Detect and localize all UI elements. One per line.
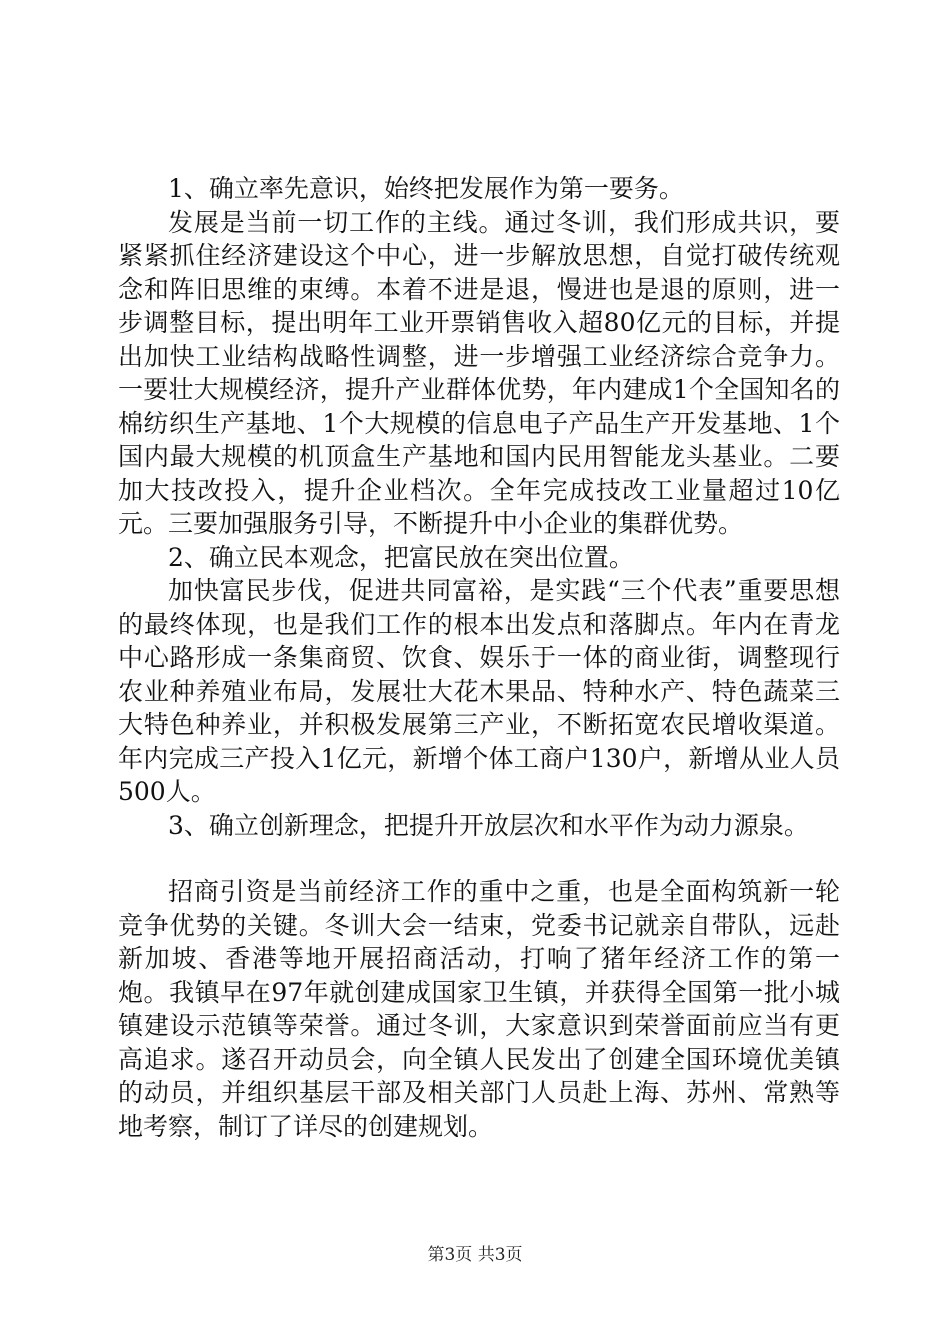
page-footer: 第3页 共3页 [427,1245,523,1265]
section-3-heading: 3、确立创新理念，把提升开放层次和水平作为动力源泉。 [168,810,809,840]
section-2-heading: 2、确立民本观念，把富民放在突出位置。 [168,542,634,572]
section-3-paragraph: 招商引资是当前经济工作的重中之重，也是全面构筑新一轮竞争优势的关键。冬训大会一结束，党委书记就亲自带队，远赴新加坡、香港等地开展招商活动，打响了猪年经济工作的第一炮。我镇早在97年就创建成国家卫生镇，并获得全国第一批小城镇建设示范镇等荣誉。通过冬训，大家意识到荣誉面前应当有更高追求。遂召开动员会，向全镇人民发出了创建全国环境优美镇的动员，并组织基层干部及相关部门人员赴上海、苏州、常熟等地考察，制订了详尽的创建规划。 [118,877,840,1141]
section-2-paragraph: 加快富民步伐，促进共同富裕，是实践“三个代表”重要思想的最终体现，也是我们工作的根本出发点和落脚点。年内在青龙中心路形成一条集商贸、饮食、娱乐于一体的商业街，调整现行农业种养殖业布局，发展壮大花木果品、特种水产、特色蔬菜三大特色种养业，并积极发展第三产业，不断拓宽农民增收渠道。年内完成三产投入1亿元，新增个体工商户130户，新增从业人员500人。 [118,576,840,806]
section-1-heading: 1、确立率先意识，始终把发展作为第一要务。 [168,174,684,203]
document-body [118,172,840,1143]
section-1-paragraph: 发展是当前一切工作的主线。通过冬训，我们形成共识，要紧紧抓住经济建设这个中心，进一步解放思想，自觉打破传统观念和阵旧思维的束缚。本着不进是退，慢进也是退的原则，进一步调整目标，提出明年工业开票销售收入超80亿元的目标，并提出加快工业结构战略性调整，进一步增强工业经济综合竞争力。一要壮大规模经济，提升产业群体优势，年内建成1个全国知名的棉纺织生产基地、1个大规模的信息电子产品生产开发基地、1个国内最大规模的机顶盒生产基地和国内民用智能龙头基业。二要加大技改投入，提升企业档次。全年完成技改工业量超过10亿元。三要加强服务引导，不断提升中小企业的集群优势。 [118,207,840,538]
